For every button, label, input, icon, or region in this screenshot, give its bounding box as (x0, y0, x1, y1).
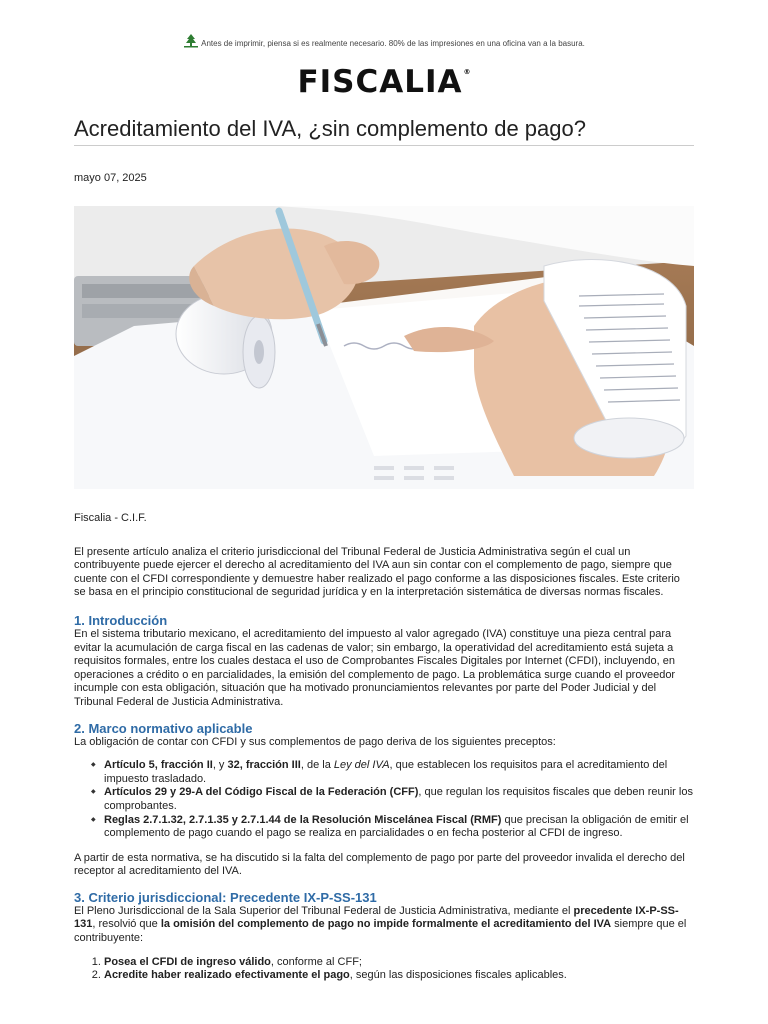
print-notice (0, 34, 768, 50)
title-divider (74, 145, 694, 146)
list-item: 1. Posea el CFDI de ingreso válido, conforme al CFF; (104, 956, 694, 970)
list-item: ◆ Artículos 29 y 29-A del Código Fiscal de la Federación (CFF), que regulan los requisitos fiscales que deben reunir los comprobantes. (104, 786, 694, 813)
fiscalia-logo (0, 64, 768, 100)
section-heading-marco-normativo: 2. Marco normativo aplicable (74, 720, 253, 736)
section-body-marco-normativo: La obligación de contar con CFDI y sus complementos de pago deriva de los siguientes preceptos: (74, 735, 556, 748)
normative-list (74, 759, 694, 841)
logo-text: FISCALIA (297, 64, 463, 100)
article-title: Acreditamiento del IVA, ¿sin complemento de pago? (74, 116, 586, 141)
list-item: 2. Acredite haber realizado efectivamente el pago, según las disposiciones fiscales aplicables. (104, 969, 694, 983)
section-body-criterio: El Pleno Jurisdiccional de la Sala Superior del Tribunal Federal de Justicia Administrativa, mediante el precedente IX-P-SS-131, resolvió que la omisión del complemento de pago no impide formalmente el acreditamiento del IVA siempre que el contribuyente: (74, 904, 687, 945)
section-body-introduccion: En el sistema tributario mexicano, el acreditamiento del impuesto al valor agregado (IVA) constituye una pieza central para evitar la acumulación de carga fiscal en las cadenas de valor; sin embargo, la operatividad del acreditamiento está sujeta a requisitos formales, entre los cuales destaca el uso de Comprobantes Fiscales Digitales por Internet (CFDI), incluyendo, en operaciones a crédito o en parcialidades, la emisión del complemento de pago. La problemática surge cuando el proveedor incumple con esta obligación, situación que ha motivado pronunciamientos relevantes por parte del Poder Judicial y del Tribunal Federal de Justicia Administrativa. (74, 627, 676, 708)
article-date: mayo 07, 2025 (74, 172, 147, 184)
requirements-list (74, 956, 694, 983)
list-item: ◆ Reglas 2.7.1.32, 2.7.1.35 y 2.7.1.44 de la Resolución Miscelánea Fiscal (RMF) que precisan la obligación de emitir el complemento de pago cuando el pago se realiza en parcialidades o en fecha posterior al CFDI de ingreso. (104, 814, 694, 841)
article-author: Fiscalia - C.I.F. (74, 512, 147, 524)
tree-icon (183, 34, 199, 50)
section-heading-introduccion: 1. Introducción (74, 612, 168, 628)
article-intro: El presente artículo analiza el criterio jurisdiccional del Tribunal Federal de Justicia Administrativa según el cual un contribuyente puede ejercer el derecho al acreditamiento del IVA aun sin contar con el complemento de pago, siempre que cuente con el CFDI correspondiente y demuestre haber realizado el pago conforme a las disposiciones fiscales. Este criterio se basa en el principio constitucional de seguridad jurídica y en la interpretación sistemática de diversas normas fiscales. (74, 545, 680, 599)
print-notice-text: Antes de imprimir, piensa si es realmente necesario. 80% de las impresiones en una oficina van a la basura. (201, 39, 585, 48)
hero-image (74, 206, 694, 489)
section-after-marco-normativo: A partir de esta normativa, se ha discutido si la falta del complemento de pago por parte del proveedor invalida el derecho del receptor al acreditamiento del IVA. (74, 851, 685, 878)
logo-registered-mark: ® (463, 68, 471, 76)
hands-receipt-illustration (74, 206, 694, 489)
list-item: ◆ Artículo 5, fracción II, y 32, fracción III, de la Ley del IVA, que establecen los requisitos para el acreditamiento del impuesto trasladado. (104, 759, 694, 786)
section-heading-criterio: 3. Criterio jurisdiccional: Precedente IX-P-SS-131 (74, 889, 377, 905)
article-body (74, 512, 694, 983)
